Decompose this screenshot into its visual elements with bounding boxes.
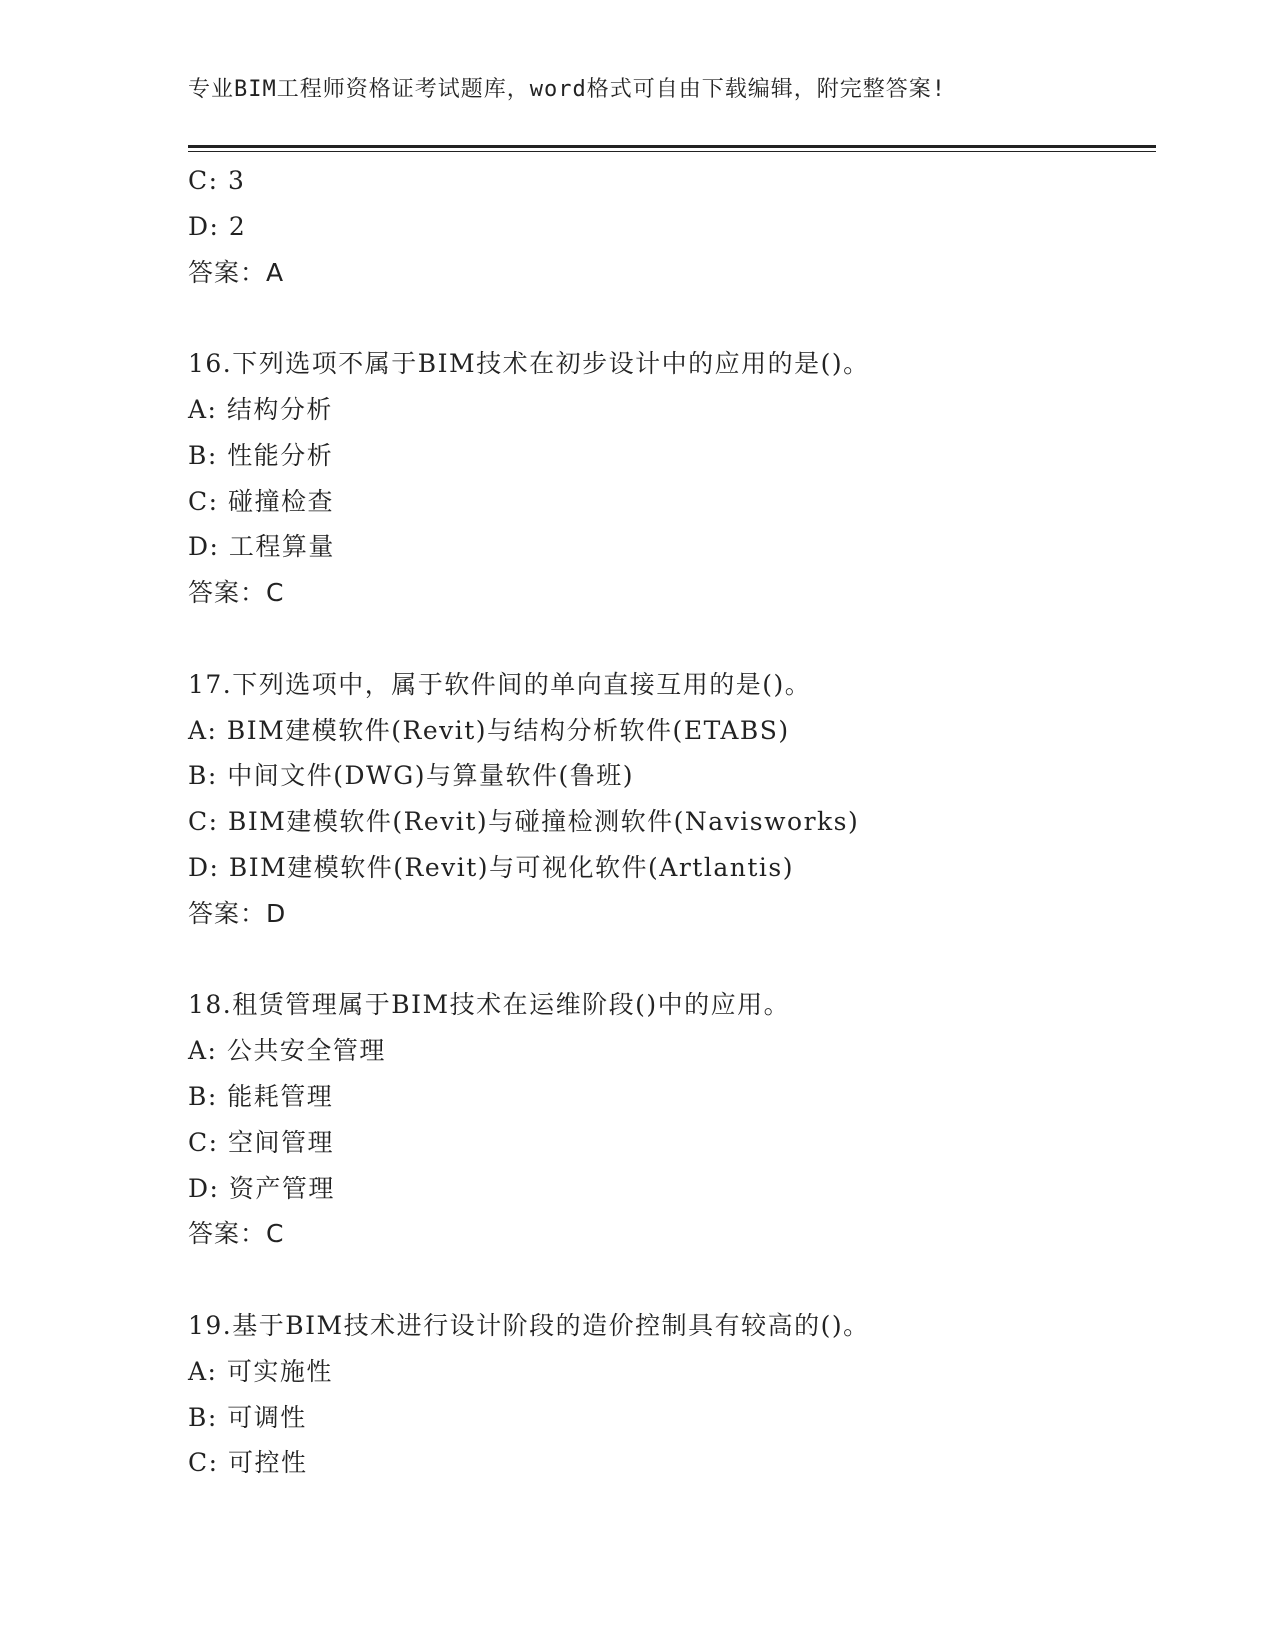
- spacer: [188, 295, 1156, 341]
- spacer: [188, 937, 1156, 983]
- question-stem: 19.基于BIM技术进行设计阶段的造价控制具有较高的()。: [188, 1310, 870, 1340]
- question-block: [188, 1303, 1156, 1486]
- option-a: A: 公共安全管理: [188, 1036, 386, 1066]
- option-d: D: 2: [188, 211, 247, 241]
- option-c: C: 可控性: [188, 1448, 308, 1478]
- page-header: 专业BIM工程师资格证考试题库，word格式可自由下载编辑，附完整答案!: [188, 77, 946, 102]
- option-d: D: 资产管理: [188, 1173, 335, 1203]
- option-b: B: 性能分析: [188, 440, 334, 470]
- answer-line: 答案：D: [188, 898, 287, 928]
- option-c: C: BIM建模软件(Revit)与碰撞检测软件(Navisworks): [188, 807, 860, 837]
- option-c: C: 3: [188, 166, 246, 195]
- header-divider-thin: [188, 151, 1156, 152]
- question-block: [188, 662, 1156, 937]
- answer-line: 答案：A: [188, 257, 285, 287]
- question-stem: 17.下列选项中，属于软件间的单向直接互用的是()。: [188, 669, 812, 699]
- option-b: B: 中间文件(DWG)与算量软件(鲁班): [188, 761, 634, 791]
- question-block: [188, 341, 1156, 616]
- option-d: D: BIM建模软件(Revit)与可视化软件(Artlantis): [188, 852, 794, 882]
- question-content: [188, 158, 1156, 1486]
- question-block-continued: [188, 158, 1156, 295]
- question-stem: 18.租赁管理属于BIM技术在运维阶段()中的应用。: [188, 990, 791, 1020]
- spacer: [188, 1257, 1156, 1303]
- header-divider: [188, 145, 1156, 148]
- option-a: A: 结构分析: [188, 394, 333, 424]
- option-c: C: 碰撞检查: [188, 486, 334, 516]
- option-d: D: 工程算量: [188, 532, 335, 562]
- option-c: C: 空间管理: [188, 1127, 334, 1157]
- option-b: B: 能耗管理: [188, 1081, 334, 1111]
- question-block: [188, 982, 1156, 1257]
- option-b: B: 可调性: [188, 1402, 307, 1432]
- question-stem: 16.下列选项不属于BIM技术在初步设计中的应用的是()。: [188, 349, 870, 379]
- spacer: [188, 616, 1156, 662]
- option-a: A: 可实施性: [188, 1356, 333, 1386]
- option-a: A: BIM建模软件(Revit)与结构分析软件(ETABS): [188, 715, 790, 745]
- answer-line: 答案：C: [188, 1219, 285, 1249]
- answer-line: 答案：C: [188, 578, 285, 608]
